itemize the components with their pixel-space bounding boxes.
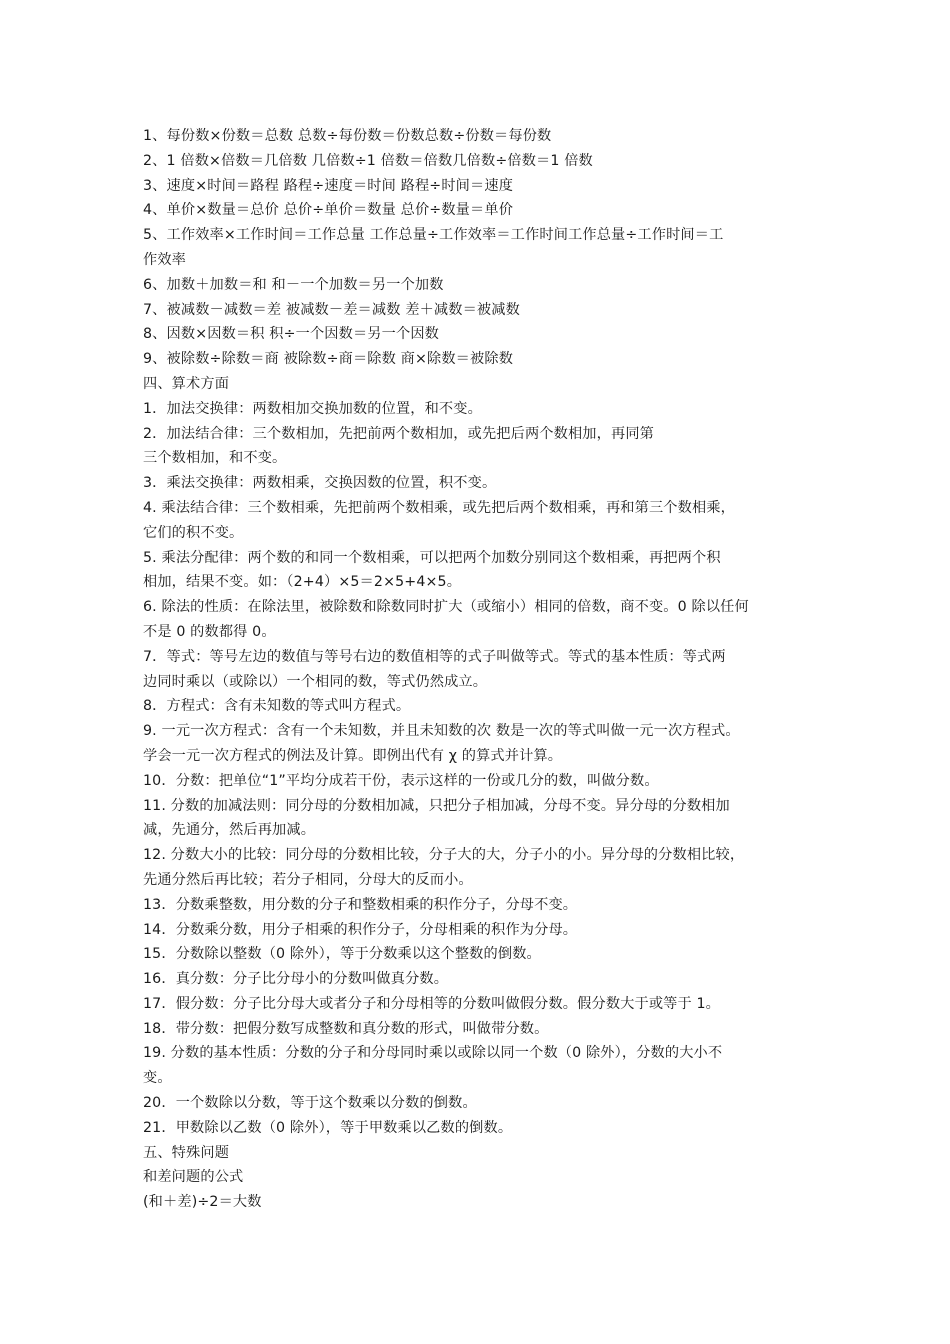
text-line: 21．甲数除以乙数（0 除外），等于甲数乘以乙数的倒数。 <box>143 1119 513 1136</box>
text-line: 3．乘法交换律：两数相乘，交换因数的位置，积不变。 <box>143 475 497 492</box>
text-line: 5、工作效率×工作时间＝工作总量 工作总量÷工作效率＝工作时间工作总量÷工作时间＝工 <box>143 227 724 244</box>
text-line: 7、被减数－减数＝差 被减数－差＝减数 差＋减数＝被减数 <box>143 301 520 318</box>
text-line: 1、每份数×份数＝总数 总数÷每份数＝份数总数÷份数＝每份数 <box>143 128 552 144</box>
text-line: 学会一元一次方程式的例法及计算。即例出代有 χ 的算式并计算。 <box>143 747 563 764</box>
text-line: 9、被除数÷除数＝商 被除数÷商＝除数 商×除数＝被除数 <box>143 351 514 368</box>
text-line: 不是 0 的数都得 0。 <box>143 623 276 640</box>
text-line: 6、加数＋加数＝和 和－一个加数＝另一个加数 <box>143 276 444 293</box>
text-line: 6. 除法的性质：在除法里，被除数和除数同时扩大（或缩小）相同的倍数，商不变。0 除以任何 <box>143 599 749 616</box>
text-line: 作效率 <box>143 251 187 268</box>
text-line: 减，先通分，然后再加减。 <box>143 822 316 839</box>
text-line: 三个数相加，和不变。 <box>143 450 287 467</box>
text-line: 变。 <box>143 1070 172 1087</box>
text-line: 8、因数×因数＝积 积÷一个因数＝另一个因数 <box>143 326 439 343</box>
text-line: 14．分数乘分数，用分子相乘的积作分子，分母相乘的积作为分母。 <box>143 921 578 938</box>
text-line: 18．带分数：把假分数写成整数和真分数的形式，叫做带分数。 <box>143 1020 549 1037</box>
document-body <box>143 124 823 1215</box>
text-line: 17．假分数：分子比分母大或者分子和分母相等的分数叫做假分数。假分数大于或等于 1。 <box>143 995 721 1012</box>
text-line: 10．分数：把单位“1”平均分成若干份，表示这样的一份或几分的数，叫做分数。 <box>143 772 659 789</box>
text-line: 20．一个数除以分数，等于这个数乘以分数的倒数。 <box>143 1095 477 1112</box>
text-line: 相加，结果不变。如：（2+4）×5＝2×5+4×5。 <box>143 574 462 591</box>
section-heading: 四、算术方面 <box>143 375 230 392</box>
text-line: 12. 分数大小的比较：同分母的分数相比较，分子大的大，分子小的小。异分母的分数相比较， <box>143 847 745 864</box>
text-line: 和差问题的公式 <box>143 1169 244 1186</box>
text-line: 4、单价×数量＝总价 总价÷单价＝数量 总价÷数量＝单价 <box>143 202 514 219</box>
text-line: 1．加法交换律：两数相加交换加数的位置，和不变。 <box>143 400 482 417</box>
text-line: 它们的积不变。 <box>143 524 244 541</box>
text-line: 先通分然后再比较；若分子相同，分母大的反而小。 <box>143 871 473 888</box>
text-line: 11. 分数的加减法则：同分母的分数相加减，只把分子相加减，分母不变。异分母的分数相加 <box>143 797 730 814</box>
text-line: 7．等式：等号左边的数值与等号右边的数值相等的式子叫做等式。等式的基本性质：等式两 <box>143 648 726 665</box>
section-heading: 五、特殊问题 <box>143 1144 230 1161</box>
text-line: 3、速度×时间＝路程 路程÷速度＝时间 路程÷时间＝速度 <box>143 177 514 194</box>
text-line: 8．方程式：含有未知数的等式叫方程式。 <box>143 698 411 715</box>
text-line: 9. 一元一次方程式：含有一个未知数，并且未知数的次 数是一次的等式叫做一元一次方程式。 <box>143 723 740 740</box>
text-line: (和＋差)÷2＝大数 <box>143 1194 262 1211</box>
text-line: 4. 乘法结合律：三个数相乘，先把前两个数相乘，或先把后两个数相乘，再和第三个数相乘， <box>143 499 735 516</box>
text-line: 2、1 倍数×倍数＝几倍数 几倍数÷1 倍数＝倍数几倍数÷倍数＝1 倍数 <box>143 152 593 169</box>
text-line: 16．真分数：分子比分母小的分数叫做真分数。 <box>143 971 449 988</box>
text-line: 边同时乘以（或除以）一个相同的数，等式仍然成立。 <box>143 673 488 690</box>
text-line: 15．分数除以整数（0 除外），等于分数乘以这个整数的倒数。 <box>143 946 541 963</box>
text-line: 2．加法结合律：三个数相加，先把前两个数相加，或先把后两个数相加，再同第 <box>143 425 654 442</box>
text-line: 13．分数乘整数，用分数的分子和整数相乘的积作分子，分母不变。 <box>143 896 578 913</box>
text-line: 5. 乘法分配律：两个数的和同一个数相乘，可以把两个加数分别同这个数相乘，再把两个积 <box>143 549 721 566</box>
text-line: 19. 分数的基本性质：分数的分子和分母同时乘以或除以同一个数（0 除外），分数的大小不 <box>143 1045 723 1062</box>
